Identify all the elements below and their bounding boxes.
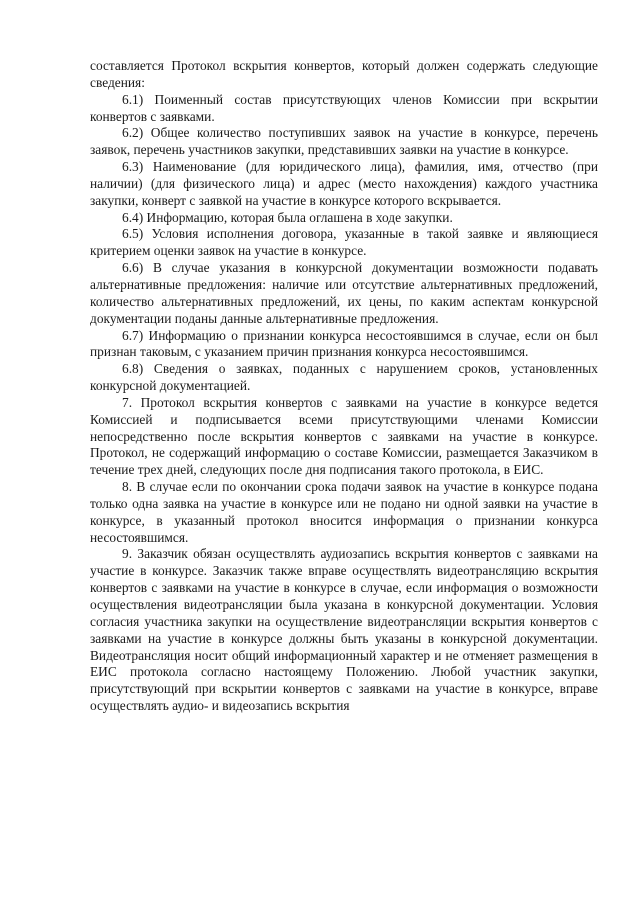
paragraph-8: 8. В случае если по окончании срока подачи заявок на участие в конкурсе подана только одна заявка на участие в конкурсе или не подано ни одной заявки на участие в конкурсе, в указанный протокол вносится информация о признании конкурса несостоявшимся. [90,479,598,545]
paragraph-6-6: 6.6) В случае указания в конкурсной документации возможности подавать альтернативные предложения: наличие или отсутствие альтернативных предложений, количество альтернативных предложений, их цены, по каким аспектам конкурсной документации поданы данные альтернативные предложения. [90,260,598,326]
paragraph-6-2: 6.2) Общее количество поступивших заявок на участие в конкурсе, перечень заявок, перечень участников закупки, представивших заявки на участие в конкурсе. [90,125,598,158]
paragraph-6-5: 6.5) Условия исполнения договора, указанные в такой заявке и являющиеся критерием оценки заявок на участие в конкурсе. [90,226,598,259]
paragraph-6-4: 6.4) Информацию, которая была оглашена в ходе закупки. [122,209,453,225]
paragraph-6-3: 6.3) Наименование (для юридического лица), фамилия, имя, отчество (при наличии) (для физического лица) и адрес (место нахождения) каждого участника закупки, конверт с заявкой на участие в конкурсе которого вскрывается. [90,159,598,208]
paragraph-6-7: 6.7) Информацию о признании конкурса несостоявшимся в случае, если он был признан таковым, с указанием причин признания конкурса несостоявшимся. [90,327,598,360]
paragraph-6-1: 6.1) Поименный состав присутствующих членов Комиссии при вскрытии конвертов с заявками. [90,91,598,124]
paragraph-7: 7. Протокол вскрытия конвертов с заявками на участие в конкурсе ведется Комиссией и подписывается всеми присутствующими членами Комиссии непосредственно после вскрытия конвертов с заявками на участие в конкурсе. Протокол, не содержащий информацию о составе Комиссии, размещается Заказчиком в течение трех дней, следующих после дня подписания такого протокола, в ЕИС. [90,394,598,478]
paragraph-continuation: составляется Протокол вскрытия конвертов, который должен содержать следующие сведения: [90,58,598,90]
paragraph-9: 9. Заказчик обязан осуществлять аудиозапись вскрытия конвертов с заявками на участие в конкурсе. Заказчик также вправе осуществлять видеотрансляцию вскрытия конвертов с заявками на участие в конкурсе в случае, если информация о возможности осуществления видеотрансляции была указана в конкурсной документации. Условия согласия участника закупки на осуществление видеотрансляции вскрытия конвертов с заявками на участие в конкурсе должны быть указаны в конкурсной документации. Видеотрансляция носит общий информационный характер и не отменяет размещения в ЕИС протокола согласно настоящему Положению. Любой участник закупки, присутствующий при вскрытии конвертов с заявками на участие в конкурсе, вправе осуществлять аудио- и видеозапись вскрытия [90,546,598,714]
document-page [90,58,598,715]
paragraph-6-8: 6.8) Сведения о заявках, поданных с нарушением сроков, установленных конкурсной документацией. [90,361,598,394]
